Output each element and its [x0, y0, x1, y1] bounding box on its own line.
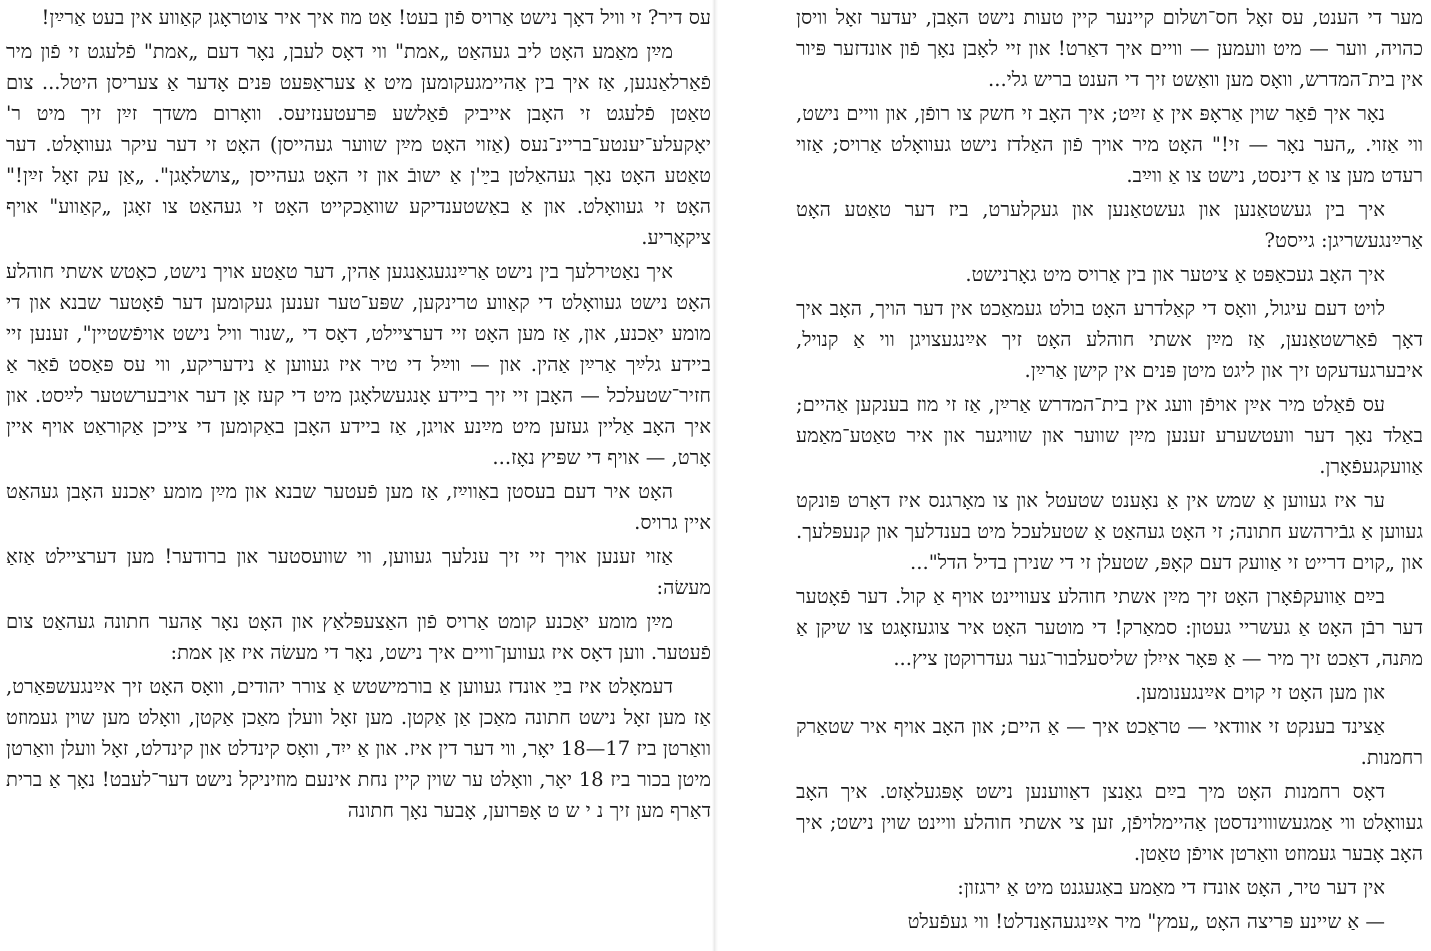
paragraph: בײַם אַוועקפֿאָרן האָט זיך מײַן אשתי חוהלע צעוויינט אויף אַ קול. דער פֿאָטער דער רבֿן האָט אַ געשריי געטון: סמאַרק! די מוטער האָט איר צוגעזאָגט צו שיקן אַ מתּנה, דאַכט זיך מיר — אַ פּאָר אייִלן שליסעלבור־גער געדרוקטן ציץ...	[796, 585, 1423, 670]
paragraph: דאָס רחמנות האָט מיך בײַם גאַנצן דאַווענען נישט אָפּגעלאָזט. איך האָב געוואָלט ווי אַמגעשוווינדסטן אַהיימלויפֿן, זען צי אשתי חוהלע וויינט שוין נישט; איך האָב אָבער געמוזט וואַרטן אויפֿן טאַטן.	[796, 780, 1423, 865]
paragraph: דעמאָלט איז בײַ אונדז געווען אַ בורמישטש אַ צורר יהודים, וואָס האָט זיך אײַנגעשפּאַרט, אַז מען זאָל נישט חתונה מאַכן אַן אַקטן. מען זאָל וועלן מאַכן אַקטן, וואָלט מען שוין געמוזט וואַרטן ביז 17—18 יאָר, ווי דער דין איז. און אַ ייִד, וואָס קינדלט און קינדלט, זאָל וועלן וואַרטן מיטן בכור ביז 18 יאָר, וואָלט ער שוין קיין נחת אינעם מוזיניקל נישט דער־לעבט! נאָך אַ ברית דאַרף מען זיך נ י ש ט אָפּרוען, אָבער נאָך חתונה	[6, 675, 711, 822]
paragraph: אַצינד בענקט זי אוודאי — טראַכט איך — אַ היים; און האָב אויף איר שטאַרק רחמנות.	[796, 715, 1423, 769]
paragraph: מער די הענט, עס זאָל חס־ושלום קיינער קיין טעות נישט האָבן, יעדער זאָל וויסן כהויה, ווער — מיט וועמען — וויים איך דאַרט! און זיי לאָבן נאָך פֿון אונדזער פּיור אין בית־המדרש, וואָס מען וואַשט זיך די הענט בריש גלי...	[796, 6, 1423, 91]
paragraph: מײַן מאַמע האָט ליב געהאַט „אמת" ווי דאָס לעבן, נאָר דעם „אמת" פֿלעגט זי פֿון מיר פֿאַרלאַנגען, אַז איך בין אַהיימגעקומען מיט אַ צעראַפּעט פּנים אָדער אַ צעריסן היטל... צום טאַטן פֿלעגט זי האָבן אייביק פֿאַלשע פּרעטענזיעס. וואָרום משדך זײַן זיך מיט ר' יאָקעלע־יענטע־בריינ־נעס (אַזוי האָט מײַן שווער געהייסן) האָט זי דער עיקר געוואָלט. דער טאַטע האָט נאָך געהאַלטן בײַ'ן אַ ישובֿ און זי האָט געהייסן „צושלאָגן". „אַן עק זאָל זײַן!" האָט זי געוואָלט. און אַ באַשטענדיקע שוואַכקייט האָט זי געהאַט צו זאָגן „קאַווע" אויף ציקאָריע.	[6, 40, 711, 249]
paragraph: אין דער טיר, האָט אונדז די מאַמע באַגעגנט מיט אַ ירגזון:	[957, 876, 1385, 899]
paragraph: לויט דעם עיגול, וואָס די קאַלדרע האָט בולט געמאַכט אין דער הויך, האָב איך דאָך פֿאַרשטאַנען, אַז מײַן אשתי חוהלע האָט זיך אײַנגעצויגן ווי אַ קנויל, איבערגעדעקט זיך און ליגט מיטן פּנים אין קישן אַרײַן.	[796, 297, 1423, 382]
paragraph: איך האָב געכאַפּט אַ ציטער און בין אַרויס מיט גאָרנישט.	[965, 263, 1385, 286]
paragraph: האָט איר דעם בעסטן באַווײַז, אַז מען פֿעטער שבנא און מײַן מומע יאַכנע האָבן געהאַט איין גרויס.	[6, 480, 711, 534]
paragraph: ער איז געווען אַ שמש אין אַ נאָענט שטעטל און צו מאָרגנס איז דאָרט פּונקט געווען אַ גבֿירהשע חתונה; זי האָט געהאַט אַ שטעלעכל מיט בענדלעך און קנעפּלעך. און „קוים דרייט זי אַוועק דעם קאָפּ, שטעלן זי די שנירן בדיל הדל"...	[796, 489, 1423, 574]
paragraph: אַזוי זענען אויך זיי זיך ענלעך געווען, ווי שוועסטער און ברודער! מען דערציילט אַזאַ מעשׂה:	[6, 545, 711, 599]
paragraph: איך נאַטירלעך בין נישט אַרײַנגעגאַנגען אַהין, דער טאַטע אויך נישט, כאָטש אשתי חוהלע האָט נישט געוואָלט די קאַווע טרינקען, שפּע־טער זענען געקומען דער פֿאָטער שבנא און די מומע יאַכנע, און, אַז מען האָט זיי דערציילט, דאָס די „שנור וויל נישט אויפֿשטיין", זענען זיי ביידע גלײַך אַרײַן אַהין. און — ווײַל די טיר איז געווען אַ נידעריקע, ווי עס פּאַסט פֿאַר אַ חזיר־שטעלכל — האָבן זיי זיך ביידע אָנגעשלאָגן מיט די קעז אָן דער אויבערשטער לײַסט. און איך האָב אַליין געזען מיט מײַנע אויגן, אַז ביידע האָבן באַקומען די צייכן אַקוראַט אויף איין אָרט, — אויף די שפּיץ נאָז...	[6, 260, 711, 469]
paragraph: מײַן מומע יאַכנע קומט אַרויס פֿון האַצעפּלאַץ און האָט נאָר אַהער חתונה געהאַט צום פֿעטער. ווען דאָס איז געווען־וויים איך נישט, נאָר די מעשׂה איז אַן אמת:	[6, 610, 711, 664]
paragraph: נאָר איך פֿאַר שוין אַראָפּ אין אַ זײַט; איך האָב זי חשק צו רופֿן, און וויים נישט, ווי אַזוי. „הער נאָר — זי!" האָט מיר אויך פֿון האַלדז נישט געוואָלט אַרויס; אַזוי רעדט מען צו אַ דינסט, נישט צו אַ ווײַב.	[796, 102, 1423, 187]
left-page	[0, 0, 715, 951]
paragraph: עס דיר? זי וויל דאָך נישט אַרויס פֿון בעט! אַט מוז איך איר צוטראָגן קאַווע אין בעט אַרײַן!	[41, 6, 711, 29]
paragraph: עס פֿאַלט מיר אײַן אויפֿן וועג אין בית־המדרש אַרײַן, אַז זי מוז בענקען אַהיים; באַלד נאָך דער וועטשערע זענען מײַן שווער און שוויגער און איר טאַטע־מאַמע אַוועקגעפֿאָרן.	[796, 393, 1423, 478]
paragraph: איך בין געשטאַנען און געשטאַנען און געקלערט, ביז דער טאַטע האָט אַרײַנגעשריגן: גייסט?	[796, 198, 1423, 252]
paragraph: און מען האָט זי קוים אײַנגענומען.	[1135, 681, 1385, 704]
right-page	[716, 0, 1431, 951]
paragraph: — אַ שיינע פּריצה האָט „עמץ" מיר אײַנגעהאַנדלט! ווי געפֿעלט	[907, 910, 1385, 933]
